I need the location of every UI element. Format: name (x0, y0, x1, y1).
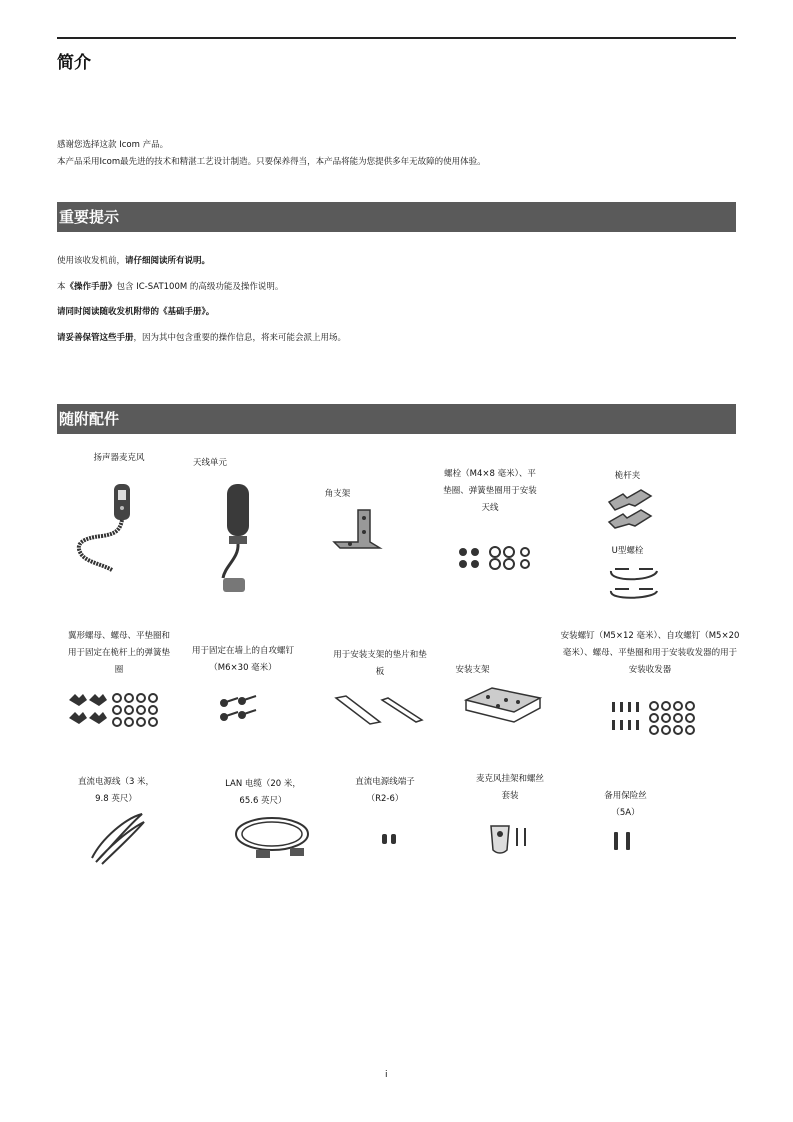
angle-bracket-icon (330, 506, 385, 556)
self-tapping-screws-icon (218, 694, 263, 724)
accessory-label: 麦克风挂架和螺丝套装 (475, 774, 544, 801)
accessory-label: 用于安装支架的垫片和垫板 (333, 650, 427, 677)
mounting-screws-icon (608, 698, 698, 738)
accessory-label: 安装螺钉（M5×12 毫米）、自攻螺钉（M5×20 毫米）、螺母、平垫圈和用于安装收发器的用于安装收发器 (560, 631, 740, 675)
section-banner-accessories: 随附配件 (57, 404, 736, 434)
important-line-2: 本《操作手册》包含 IC-SAT100M 的高级功能及操作说明。 (57, 282, 284, 292)
power-terminals-icon (380, 832, 400, 848)
page-title: 简介 (57, 53, 91, 73)
intro-line-2: 本产品采用Icom最先进的技术和精湛工艺设计制造。只要保养得当，本产品将能为您提供多年无故障的使用体验。 (57, 157, 486, 167)
mounting-bracket-icon (462, 682, 544, 732)
accessory-label: 翼形螺母、螺母、平垫圈和用于固定在桅杆上的弹簧垫圈 (68, 631, 171, 675)
dc-power-cable-icon (82, 808, 152, 868)
page-number: i (385, 1070, 388, 1080)
accessory-label: U型螺栓 (611, 546, 644, 556)
important-line-1: 使用该收发机前，请仔细阅读所有说明。 (57, 256, 211, 266)
important-line-4: 请妥善保管这些手册，因为其中包含重要的操作信息，将来可能会派上用场。 (57, 333, 347, 343)
important-line-3: 请同时阅读随收发机附带的《基础手册》。 (57, 307, 215, 317)
mast-clamp-icon (605, 486, 655, 530)
spacer-plates-icon (332, 694, 427, 728)
accessory-label: 角支架 (324, 489, 351, 499)
spare-fuses-icon (611, 830, 636, 854)
header-rule (57, 37, 736, 39)
u-bolt-icon (605, 563, 660, 601)
accessory-label: 桅杆夹 (614, 471, 641, 481)
section-banner-important: 重要提示 (57, 202, 736, 232)
accessory-label: 安装支架 (455, 665, 490, 675)
accessory-label: 螺栓（M4×8 毫米）、平垫圈、弹簧垫圈用于安装天线 (443, 469, 537, 513)
accessory-label: 扬声器麦克风 (93, 453, 145, 463)
speaker-microphone-icon (72, 478, 142, 578)
accessory-label: 直流电源线（3 米，9.8 英尺） (77, 777, 155, 804)
accessory-label: 备用保险丝（5A） (604, 791, 647, 818)
bolts-washers-icon (455, 544, 545, 572)
accessory-label: 直流电源线端子（R2-6） (355, 777, 415, 804)
accessory-label: 天线单元 (192, 458, 227, 468)
antenna-unit-icon (205, 482, 265, 602)
intro-line-1: 感谢您选择这款 Icom 产品。 (57, 140, 169, 150)
accessory-label: 用于固定在墙上的自攻螺钉（M6×30 毫米） (191, 646, 294, 673)
wing-nuts-washers-icon (65, 690, 165, 730)
microphone-hanger-icon (487, 820, 532, 860)
accessory-label: LAN 电缆（20 米，65.6 英尺） (225, 779, 301, 806)
lan-cable-icon (230, 808, 315, 868)
